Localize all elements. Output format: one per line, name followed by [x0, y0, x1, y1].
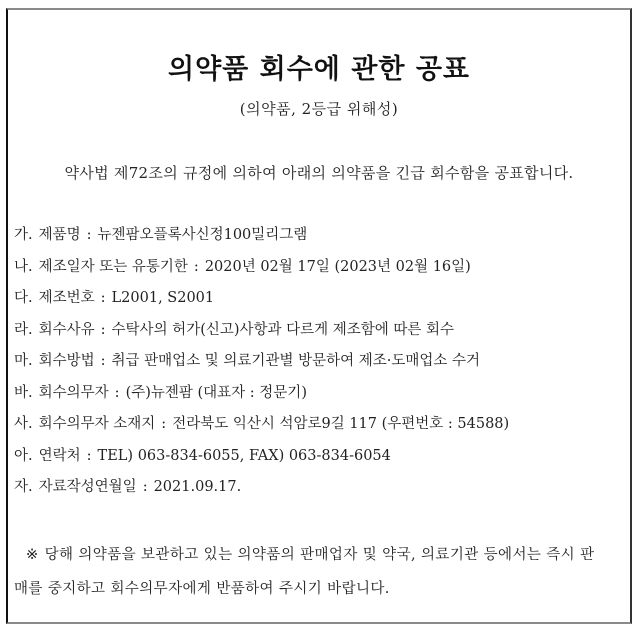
- item-label: 회수사유: [38, 321, 95, 338]
- detail-item-recall-obligor: [14, 378, 509, 410]
- item-separator: :: [86, 447, 92, 464]
- item-marker: 마.: [14, 353, 33, 369]
- detail-item-product-name: [14, 220, 509, 252]
- intro-paragraph: 약사법 제72조의 규정에 의하여 아래의 의약품을 긴급 회수함을 공표합니다.: [64, 164, 574, 182]
- item-label: 연락처: [38, 447, 81, 464]
- item-marker: 가.: [14, 227, 33, 243]
- item-label: 제조번호: [38, 290, 95, 306]
- item-value: 2020년 02월 17일 (2023년 02월 16일): [204, 258, 471, 275]
- item-separator: :: [100, 290, 106, 306]
- item-separator: :: [193, 258, 199, 275]
- item-separator: :: [161, 416, 167, 432]
- item-marker: 라.: [14, 321, 33, 338]
- item-value: 뉴젠팜오플록사신정100밀리그램: [97, 227, 308, 243]
- detail-item-contact: [14, 441, 509, 473]
- detail-item-lot-number: [14, 283, 509, 315]
- item-marker: 바.: [14, 384, 33, 401]
- detail-item-document-date: [14, 472, 509, 504]
- detail-item-obligor-address: [14, 409, 509, 441]
- notice-text-2: 매를 중지하고 회수의무자에게 반품하여 주시기 바랍니다.: [14, 581, 390, 597]
- item-label: 자료작성연월일: [38, 479, 137, 495]
- notice-document-frame: [6, 8, 632, 624]
- item-value: 취급 판매업소 및 의료기관별 방문하여 제조·도매업소 수거: [111, 353, 480, 369]
- item-label: 회수의무자 소재지: [38, 416, 156, 432]
- item-separator: :: [142, 479, 148, 495]
- notice-paragraph: [14, 538, 624, 606]
- item-label: 회수의무자: [38, 384, 109, 401]
- notice-text-1: 당해 의약품을 보관하고 있는 의약품의 판매업자 및 약국, 의료기관 등에서는 즉시 판: [44, 547, 595, 563]
- detail-item-recall-method: [14, 346, 509, 378]
- item-marker: 사.: [14, 416, 33, 432]
- item-marker: 아.: [14, 447, 33, 464]
- item-separator: :: [114, 384, 120, 401]
- recall-details-list: [14, 220, 509, 504]
- detail-item-manufacture-date: [14, 252, 509, 284]
- item-value: 2021.09.17.: [153, 479, 242, 495]
- item-separator: :: [100, 353, 106, 369]
- item-value: L2001, S2001: [111, 290, 215, 306]
- notice-line-1: [14, 538, 624, 572]
- item-value: TEL) 063-834-6055, FAX) 063-834-6054: [97, 447, 391, 464]
- document-subtitle: (의약품, 2등급 위해성): [239, 100, 399, 118]
- item-value: 전라북도 익산시 석암로9길 117 (우편번호 : 54588): [172, 416, 510, 432]
- item-value: (주)뉴젠팜 (대표자 : 정문기): [125, 384, 307, 401]
- item-marker: 나.: [14, 258, 33, 275]
- item-marker: 자.: [14, 479, 33, 495]
- item-label: 제조일자 또는 유통기한: [38, 258, 188, 275]
- document-title: 의약품 회수에 관한 공표: [167, 54, 471, 85]
- item-label: 제품명: [38, 227, 81, 243]
- reference-mark-icon: ※: [26, 547, 39, 563]
- item-marker: 다.: [14, 290, 33, 306]
- item-separator: :: [100, 321, 106, 338]
- item-separator: :: [86, 227, 92, 243]
- item-value: 수탁사의 허가(신고)사항과 다르게 제조함에 따른 회수: [111, 321, 455, 338]
- detail-item-recall-reason: [14, 315, 509, 347]
- item-label: 회수방법: [38, 353, 95, 369]
